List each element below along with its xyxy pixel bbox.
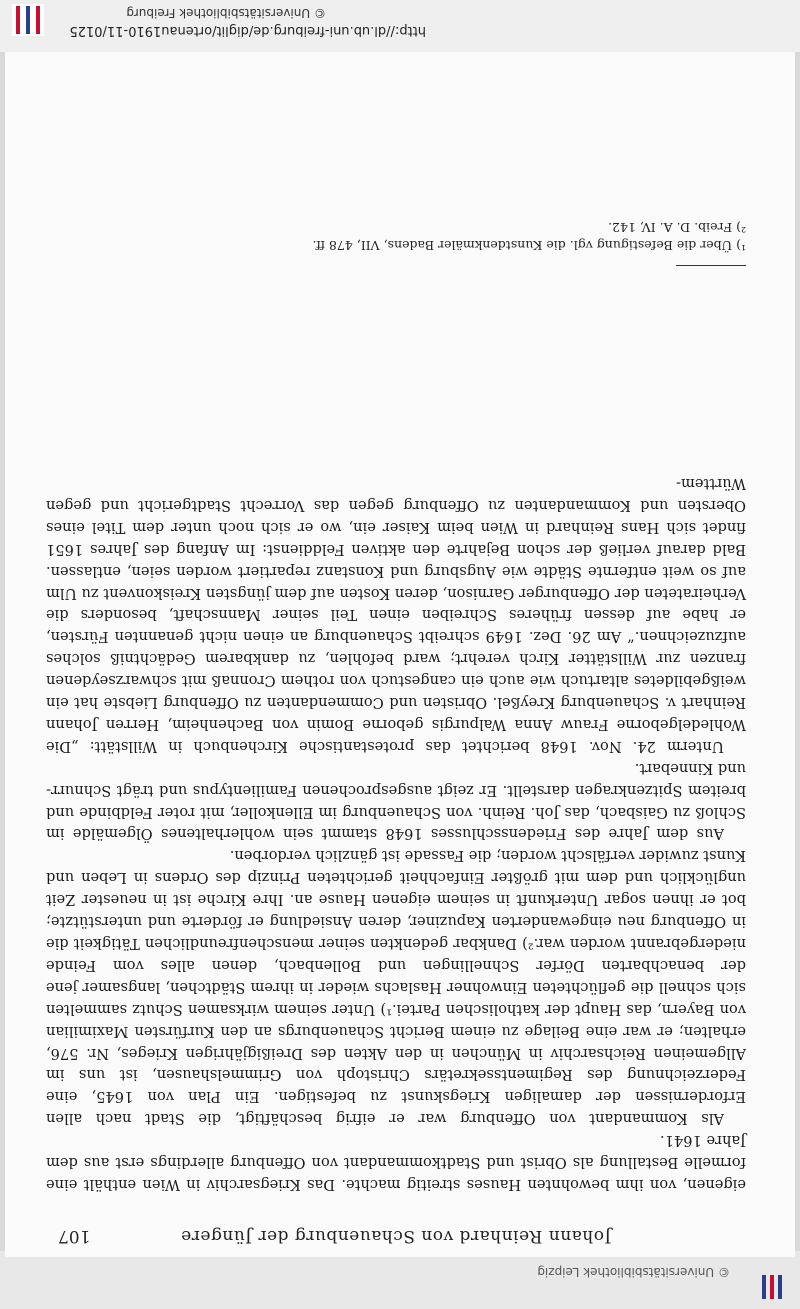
paragraph: Als Kommandant von Offenburg war er eifrig beschäftigt, die Stadt nach allen Erfordernissen der damaligen Kriegskunst zu befestigen. Ein Plan von 1645, eine Federzeichnung des Regimentssekretärs Christoph von Grimmelshausen, ist uns im Allgemeinen Reichsarchiv in München in den Akten des Dreißigjährigen Krieges, Nr. 576, erhalten; er war eine Beilage zu einem Bericht Schauenburgs an den Kurfürsten Maximilian von Bayern, das Haupt der katholischen Partei.¹) Unter seinem wirksamen Schutz sammelten sich schnell die geflüchteten Einwohner Haslachs wieder in ihrem Städtchen, langsamer jene der benachbarten Dörfer Schnellingen und Bollenbach, denen alles vom Feinde niedergebrannt worden war.²) Dankbar gedenkten seiner menschenfreundlichen Tätigkeit die in Offenburg neu eingewanderten Kapuziner, deren Ansiedlung er förderte und unterstützte; bot er ihnen sogar Unterkunft in seinem eigenen Hause an. Ihre Kirche ist in neuester Zeit unglücklich und dem mit größter Einfachheit gerichteten Prinzip des Ordens in Leben und Kunst zuwider verfälscht worden; die Fassade ist gänzlich verdorben.: [46, 847, 746, 1128]
footnote: ²) Freib. D. A. IV, 142.: [608, 220, 746, 235]
page-header: [46, 1220, 746, 1246]
footnote: ¹) Über die Befestigung vgl. die Kunstdenkmäler Badens, VII, 478 ff.: [312, 238, 746, 253]
page-body: [46, 472, 746, 1195]
paragraph: Unterm 24. Nov. 1648 berichtet das protestantische Kirchenbuch in Willstätt: „Die Wohledelgeborne Frauw Anna Walpurgis geborne Bomin von Bachenheim, Herren Johann Reinhart v. Schauenburg Kreyßel. Obristen und Commendanten zu Offenburg Liebste hat ein weißgebildetes altartuch wie auch ein cangestuch von rothem Cronnaß mit schwarzseydenen franzen zur Willstätter Kirch verehrt; ward befohlen, zu dankbarem Gedächtniß solches aufzuzeichnen.“ Am 26. Dez. 1649 schreibt Schauenburg an einen nicht genannten Fürsten, er habe auf dessen früheres Schreiben einen Teil seiner Mannschaft, besonders die Verheirateten der Offenburger Garnison, deren Kosten auf dem jüngsten Kreiskonvent zu Ulm auf so weit entfernte Städte wie Augsburg und Konstanz repartiert worden seien, entlassen. Bald darauf verließ der schon Bejahrte den aktiven Felddienst: Im Anfang des Jahres 1651 findet sich Hans Reinhard in Wien beim Kaiser ein, wo er sich noch unter dem Titel eines Obersten und Kommandanten zu Offenburg gegen das Vorrecht Stadtgericht und gegen Württem-: [46, 475, 746, 755]
footnote-rule: [676, 265, 746, 266]
paragraph: Aus dem Jahre des Friedensschlusses 1648 stammt sein wohlerhaltenes Ölgemälde im Schloß zu Gaisbach, das Joh. Reinh. von Schauenburg im Ellenkoller, mit roter Feldbinde und breitem Spitzenkragen darstellt. Er zeigt ausgesprochenen Familientypus und trägt Schnurr- und Kinnebart.: [46, 759, 746, 843]
paragraph: eigenen, von ihm bewohnten Hauses streitig machte. Das Kriegsarchiv in Wien enthält eine formelle Bestallung als Obrist und Stadtkommandant von Offenburg allerdings erst aus dem Jahre 1641.: [46, 1132, 746, 1193]
university-logo-icon: [8, 0, 48, 40]
top-bar: [0, 1251, 800, 1309]
top-copyright: © Universitätsbibliothek Leipzig: [537, 1265, 730, 1279]
page-number: 107: [58, 1226, 91, 1246]
footnotes: [46, 218, 746, 254]
bottom-copyright: © Universitätsbibliothek Freiburg: [126, 6, 326, 20]
library-logo-icon: [750, 1269, 786, 1305]
bottom-bar: [0, 0, 800, 52]
running-title: Johann Reinhard von Schauenburg der Jüngere: [180, 1226, 612, 1246]
source-url-link[interactable]: http://dl.ub.uni-freiburg.de/diglit/ortenau1910-11/0125: [69, 23, 426, 38]
